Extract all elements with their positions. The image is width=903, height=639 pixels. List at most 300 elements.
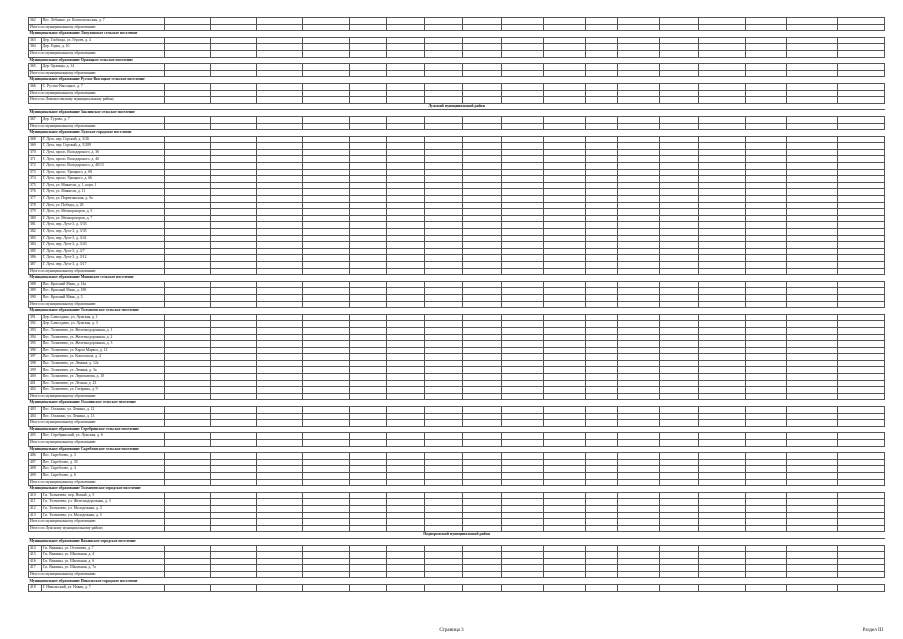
table-cell — [165, 176, 211, 183]
row-number: 402 — [29, 387, 42, 394]
table-cell — [745, 552, 787, 559]
table-cell — [387, 512, 425, 519]
row-number: 417 — [29, 565, 42, 572]
table-cell — [424, 466, 462, 473]
table-cell — [211, 222, 257, 229]
table-cell — [745, 97, 787, 104]
table-cell — [462, 202, 502, 209]
table-cell — [617, 354, 659, 361]
table-cell — [787, 255, 837, 262]
table-cell — [257, 380, 303, 387]
table-cell — [699, 505, 745, 512]
table-cell — [502, 116, 544, 123]
table-cell — [837, 525, 884, 532]
table-cell — [502, 169, 544, 176]
table-row — [29, 31, 885, 38]
table-cell — [462, 242, 502, 249]
table-cell — [745, 453, 787, 460]
table-cell — [211, 215, 257, 222]
table-cell — [349, 479, 387, 486]
table-cell — [165, 565, 211, 572]
table-cell — [617, 407, 659, 414]
table-cell — [257, 18, 303, 25]
table-cell — [787, 242, 837, 249]
table-cell — [165, 374, 211, 381]
table-cell — [659, 242, 699, 249]
table-cell — [424, 248, 462, 255]
table-cell — [617, 209, 659, 216]
table-cell — [659, 235, 699, 242]
table-cell — [544, 453, 586, 460]
table-cell — [745, 156, 787, 163]
table-cell — [745, 37, 787, 44]
table-cell — [211, 235, 257, 242]
table-cell — [211, 169, 257, 176]
table-cell — [699, 393, 745, 400]
table-cell — [837, 374, 884, 381]
table-cell — [699, 268, 745, 275]
section-heading: Муниципальное образование Толмачевское сельское поселение — [29, 308, 885, 315]
table-cell — [257, 585, 303, 592]
table-cell — [659, 202, 699, 209]
table-row — [29, 453, 885, 460]
section-heading: Муниципальное образование Заклинское сельское поселение — [29, 110, 885, 117]
table-cell — [617, 83, 659, 90]
address-cell: Г.п. Толмачево, ул. Молодежная, д. 5 — [41, 512, 165, 519]
table-cell — [349, 189, 387, 196]
table-cell — [349, 288, 387, 295]
table-cell — [745, 440, 787, 447]
table-cell — [544, 327, 586, 334]
address-cell: Г. Луга, просп. Урицкого, д. 66 — [41, 176, 165, 183]
table-cell — [257, 64, 303, 71]
table-cell — [165, 288, 211, 295]
table-cell — [462, 44, 502, 51]
table-cell — [617, 393, 659, 400]
table-cell — [617, 255, 659, 262]
table-cell — [502, 374, 544, 381]
address-cell: Г. Луга, ул. Миккели, д. 11 — [41, 189, 165, 196]
address-cell: Г. Луга, ул. Миккели, д. 1, корп. 1 — [41, 182, 165, 189]
section-heading: Муниципальное образование Мшинское сельское поселение — [29, 275, 885, 282]
table-cell — [462, 413, 502, 420]
table-cell — [211, 196, 257, 203]
table-cell — [837, 334, 884, 341]
table-cell — [544, 261, 586, 268]
table-cell — [303, 90, 349, 97]
table-cell — [424, 149, 462, 156]
table-cell — [211, 314, 257, 321]
row-number: 411 — [29, 499, 42, 506]
table-cell — [699, 189, 745, 196]
table-cell — [165, 149, 211, 156]
table-cell — [165, 156, 211, 163]
table-row — [29, 367, 885, 374]
table-cell — [211, 440, 257, 447]
table-cell — [745, 479, 787, 486]
table-cell — [257, 433, 303, 440]
table-cell — [502, 433, 544, 440]
table-cell — [387, 472, 425, 479]
table-cell — [349, 440, 387, 447]
table-cell — [837, 149, 884, 156]
section-heading: Муниципальное образование Оржицкое сельское поселение — [29, 57, 885, 64]
table-cell — [544, 360, 586, 367]
table-cell — [837, 24, 884, 31]
address-cell: Г. Луга, просп. Володарского, д. 40 — [41, 156, 165, 163]
address-cell: Г. Никольский, ул. Новая, д. 7 — [41, 585, 165, 592]
table-cell — [586, 525, 617, 532]
address-cell: Г.п. Важины, ул. Осташева, д. 7 — [41, 545, 165, 552]
table-cell — [837, 123, 884, 130]
table-cell — [586, 248, 617, 255]
table-cell — [502, 149, 544, 156]
table-cell — [462, 261, 502, 268]
table-cell — [502, 301, 544, 308]
table-cell — [502, 70, 544, 77]
table-cell — [211, 387, 257, 394]
table-cell — [387, 136, 425, 143]
table-cell — [787, 44, 837, 51]
table-cell — [699, 558, 745, 565]
section-tag: Раздел III — [862, 628, 883, 633]
table-cell — [257, 24, 303, 31]
table-cell — [211, 433, 257, 440]
table-cell — [257, 479, 303, 486]
table-cell — [257, 327, 303, 334]
table-cell — [787, 479, 837, 486]
table-cell — [257, 341, 303, 348]
table-cell — [462, 18, 502, 25]
section-heading: Муниципальное образование Важинское городское поселение — [29, 538, 885, 545]
table-cell — [462, 301, 502, 308]
table-cell — [745, 512, 787, 519]
table-cell — [617, 413, 659, 420]
page-number: Страница 3 — [439, 628, 464, 633]
row-number: 380 — [29, 215, 42, 222]
table-cell — [837, 321, 884, 328]
table-cell — [424, 288, 462, 295]
table-cell — [387, 407, 425, 414]
table-cell — [303, 492, 349, 499]
table-cell — [837, 90, 884, 97]
table-cell — [617, 248, 659, 255]
table-cell — [586, 222, 617, 229]
table-cell — [257, 472, 303, 479]
table-cell — [211, 327, 257, 334]
table-cell — [165, 453, 211, 460]
table-cell — [544, 314, 586, 321]
table-cell — [745, 261, 787, 268]
table-cell — [349, 90, 387, 97]
table-cell — [586, 314, 617, 321]
table-cell — [837, 229, 884, 236]
table-cell — [617, 512, 659, 519]
table-cell — [387, 44, 425, 51]
table-cell — [659, 321, 699, 328]
table-cell — [837, 281, 884, 288]
table-cell — [349, 248, 387, 255]
table-cell — [837, 222, 884, 229]
table-cell — [745, 565, 787, 572]
table-row — [29, 354, 885, 361]
table-cell — [502, 229, 544, 236]
table-row — [29, 57, 885, 64]
table-cell — [462, 347, 502, 354]
table-cell — [303, 525, 349, 532]
table-cell — [544, 347, 586, 354]
table-cell — [787, 163, 837, 170]
table-cell — [544, 156, 586, 163]
table-cell — [387, 519, 425, 526]
table-row — [29, 571, 885, 578]
table-row — [29, 545, 885, 552]
table-cell — [257, 268, 303, 275]
table-cell — [462, 334, 502, 341]
table-cell — [787, 268, 837, 275]
table-cell — [586, 505, 617, 512]
table-row — [29, 235, 885, 242]
row-number: 378 — [29, 202, 42, 209]
table-cell — [544, 565, 586, 572]
table-row — [29, 116, 885, 123]
table-cell — [502, 393, 544, 400]
table-cell — [659, 347, 699, 354]
table-cell — [462, 472, 502, 479]
table-cell — [462, 248, 502, 255]
table-row — [29, 308, 885, 315]
repair-register-table — [28, 17, 885, 592]
table-cell — [544, 189, 586, 196]
table-cell — [544, 143, 586, 150]
table-cell — [303, 565, 349, 572]
table-cell — [349, 229, 387, 236]
table-cell — [257, 189, 303, 196]
table-cell — [303, 440, 349, 447]
table-cell — [211, 347, 257, 354]
table-cell — [837, 453, 884, 460]
address-cell: Г. Луга, пер. Луга-3, д. 3/7 — [41, 248, 165, 255]
table-cell — [462, 288, 502, 295]
table-cell — [837, 215, 884, 222]
table-cell — [659, 453, 699, 460]
table-cell — [837, 433, 884, 440]
table-cell — [745, 288, 787, 295]
table-cell — [387, 505, 425, 512]
table-cell — [303, 367, 349, 374]
table-cell — [257, 222, 303, 229]
table-cell — [544, 288, 586, 295]
row-number: 388 — [29, 281, 42, 288]
table-cell — [424, 261, 462, 268]
table-cell — [387, 169, 425, 176]
table-cell — [617, 479, 659, 486]
table-cell — [424, 453, 462, 460]
table-row — [29, 552, 885, 559]
table-cell — [745, 334, 787, 341]
table-cell — [586, 235, 617, 242]
table-cell — [387, 387, 425, 394]
table-cell — [745, 182, 787, 189]
table-cell — [586, 374, 617, 381]
table-cell — [165, 189, 211, 196]
table-cell — [257, 525, 303, 532]
table-cell — [837, 327, 884, 334]
table-cell — [617, 433, 659, 440]
table-cell — [787, 334, 837, 341]
table-cell — [699, 169, 745, 176]
table-cell — [211, 123, 257, 130]
table-cell — [617, 70, 659, 77]
table-cell — [165, 387, 211, 394]
table-cell — [586, 360, 617, 367]
table-cell — [211, 367, 257, 374]
table-cell — [387, 248, 425, 255]
table-cell — [462, 499, 502, 506]
table-cell — [424, 321, 462, 328]
table-cell — [424, 367, 462, 374]
table-cell — [165, 334, 211, 341]
address-cell: С. Русско-Высоцкое, д. 7 — [41, 83, 165, 90]
table-cell — [544, 459, 586, 466]
table-row — [29, 446, 885, 453]
table-cell — [349, 367, 387, 374]
table-cell — [544, 519, 586, 526]
table-cell — [257, 558, 303, 565]
table-row — [29, 294, 885, 301]
table-cell — [502, 354, 544, 361]
table-row — [29, 103, 885, 110]
row-number: 362 — [29, 18, 42, 25]
table-cell — [837, 472, 884, 479]
table-row — [29, 275, 885, 282]
table-cell — [544, 341, 586, 348]
table-cell — [586, 301, 617, 308]
table-cell — [462, 571, 502, 578]
table-cell — [387, 314, 425, 321]
table-cell — [165, 420, 211, 427]
table-cell — [617, 288, 659, 295]
table-cell — [745, 499, 787, 506]
table-cell — [462, 545, 502, 552]
table-cell — [257, 571, 303, 578]
table-cell — [165, 44, 211, 51]
table-cell — [544, 50, 586, 57]
table-cell — [617, 334, 659, 341]
table-cell — [424, 585, 462, 592]
table-cell — [617, 341, 659, 348]
table-cell — [502, 420, 544, 427]
table-cell — [617, 64, 659, 71]
table-cell — [699, 163, 745, 170]
table-cell — [462, 585, 502, 592]
table-cell — [617, 37, 659, 44]
table-cell — [544, 37, 586, 44]
table-cell — [424, 492, 462, 499]
table-cell — [462, 321, 502, 328]
table-cell — [165, 367, 211, 374]
table-row — [29, 532, 885, 539]
table-cell — [745, 18, 787, 25]
table-cell — [745, 83, 787, 90]
table-cell — [699, 420, 745, 427]
table-cell — [165, 163, 211, 170]
table-cell — [211, 50, 257, 57]
table-cell — [745, 545, 787, 552]
table-cell — [787, 360, 837, 367]
table-cell — [699, 156, 745, 163]
table-cell — [745, 50, 787, 57]
table-cell — [462, 558, 502, 565]
table-cell — [659, 70, 699, 77]
table-cell — [462, 182, 502, 189]
table-cell — [544, 571, 586, 578]
table-cell — [502, 360, 544, 367]
table-cell — [502, 215, 544, 222]
table-cell — [349, 525, 387, 532]
table-cell — [462, 314, 502, 321]
table-cell — [462, 24, 502, 31]
table-cell — [544, 380, 586, 387]
table-cell — [745, 281, 787, 288]
table-cell — [544, 294, 586, 301]
table-cell — [699, 301, 745, 308]
total-label: Итого по муниципальному образованию — [29, 479, 165, 486]
table-cell — [659, 334, 699, 341]
table-cell — [745, 196, 787, 203]
table-cell — [303, 248, 349, 255]
table-cell — [462, 50, 502, 57]
table-cell — [502, 143, 544, 150]
table-cell — [659, 314, 699, 321]
table-cell — [462, 215, 502, 222]
table-cell — [387, 18, 425, 25]
address-cell: Пос. Толмачево, ул. Ленина, д. 3а — [41, 367, 165, 374]
table-cell — [837, 341, 884, 348]
table-cell — [699, 202, 745, 209]
table-cell — [659, 143, 699, 150]
table-cell — [257, 334, 303, 341]
table-cell — [303, 50, 349, 57]
table-cell — [211, 380, 257, 387]
address-cell: Пос. Красный Маяк, д. 14а — [41, 281, 165, 288]
table-cell — [462, 466, 502, 473]
table-cell — [502, 545, 544, 552]
table-cell — [424, 70, 462, 77]
table-cell — [699, 288, 745, 295]
table-cell — [787, 196, 837, 203]
table-cell — [837, 558, 884, 565]
table-cell — [787, 492, 837, 499]
table-cell — [502, 281, 544, 288]
table-cell — [349, 519, 387, 526]
table-cell — [502, 505, 544, 512]
table-row — [29, 130, 885, 137]
table-cell — [349, 347, 387, 354]
table-cell — [462, 479, 502, 486]
table-cell — [699, 229, 745, 236]
table-cell — [424, 215, 462, 222]
table-cell — [544, 209, 586, 216]
table-cell — [617, 156, 659, 163]
table-cell — [699, 479, 745, 486]
table-cell — [424, 136, 462, 143]
table-cell — [544, 281, 586, 288]
table-cell — [165, 255, 211, 262]
table-cell — [424, 512, 462, 519]
address-cell: Г.п. Толмачево, ул. Молодежная, д. 3 — [41, 505, 165, 512]
table-cell — [745, 571, 787, 578]
